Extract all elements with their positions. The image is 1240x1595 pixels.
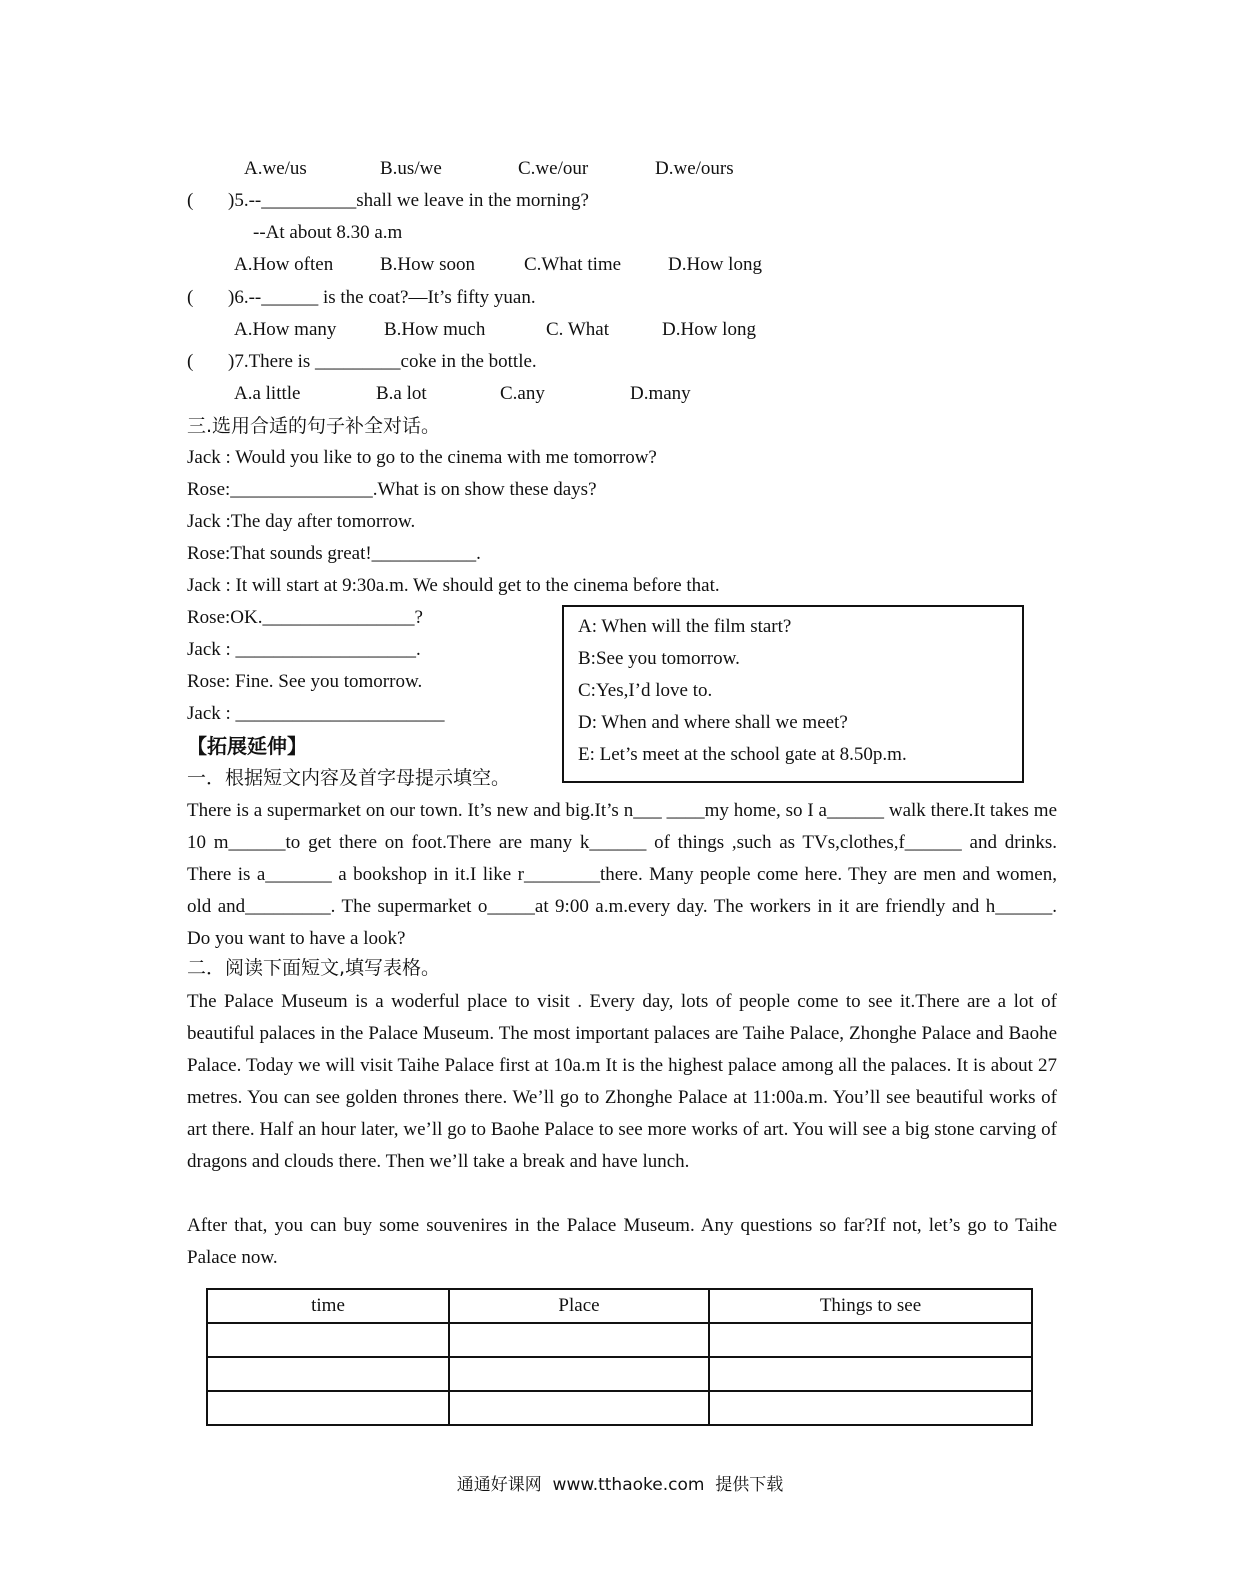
q6-option-d: D.How long: [662, 319, 756, 340]
page-footer: 通通好课网 www.tthaoke.com 提供下载: [456, 1475, 784, 1495]
box-option-e: E: Let’s meet at the school gate at 8.50p.m.: [578, 744, 907, 765]
dialogue-line-4: Rose:That sounds great!___________.: [187, 543, 481, 564]
q4-option-a: A.we/us: [244, 158, 307, 179]
dialogue-line-9: Jack : ______________________: [187, 703, 445, 724]
dialogue-line-7: Jack : ___________________.: [187, 639, 421, 660]
section3-title: 三.选用合适的句子补全对话。: [187, 415, 441, 437]
q6-option-a: A.How many: [234, 319, 337, 340]
header-things-to-see: Things to see: [709, 1289, 1032, 1323]
dialogue-line-5: Jack : It will start at 9:30a.m. We should get to the cinema before that.: [187, 575, 720, 596]
ext1-passage: There is a supermarket on our town. It’s new and big.It’s n___ ____my home, so I a______ walk there.It takes me 10 m______to get there on foot.There are many k______ of things ,such as TVs,clothes,f______ and drinks. There is a_______ a bookshop in it.I like r________there. Many people come here. They are men and women, old and_________. The supermarket o_____at 9:00 a.m.every day. The workers in it are friendly and h______. Do you want to have a look?: [187, 800, 1057, 949]
box-option-a: A: When will the film start?: [578, 616, 792, 637]
dialogue-line-8: Rose: Fine. See you tomorrow.: [187, 671, 423, 692]
q7-question: )7.There is _________coke in the bottle.: [228, 351, 537, 372]
q5-option-a: A.How often: [234, 254, 334, 275]
ext1-title: 一．根据短文内容及首字母提示填空。: [187, 767, 511, 789]
q5-paren: (: [187, 190, 194, 211]
table-cell[interactable]: [207, 1323, 449, 1357]
table-cell[interactable]: [709, 1357, 1032, 1391]
table-row: [207, 1357, 1032, 1391]
q7-option-c: C.any: [500, 383, 545, 404]
q4-option-d: D.we/ours: [655, 158, 734, 179]
ext2-title: 二．阅读下面短文,填写表格。: [187, 957, 441, 979]
header-place: Place: [449, 1289, 709, 1323]
q5-question: )5.--__________shall we leave in the morning?: [228, 190, 589, 211]
table-cell[interactable]: [709, 1323, 1032, 1357]
dialogue-line-6: Rose:OK.________________?: [187, 607, 423, 628]
q7-paren: (: [187, 351, 194, 372]
box-option-b: B:See you tomorrow.: [578, 648, 740, 669]
table-cell[interactable]: [449, 1323, 709, 1357]
header-time: time: [207, 1289, 449, 1323]
table-cell[interactable]: [449, 1391, 709, 1425]
q6-question: )6.--______ is the coat?—It’s fifty yuan.: [228, 287, 536, 308]
dialogue-line-2: Rose:_______________.What is on show these days?: [187, 479, 597, 500]
q7-option-d: D.many: [630, 383, 691, 404]
table-row: [207, 1391, 1032, 1425]
fill-in-table: [206, 1288, 1033, 1426]
dialogue-line-1: Jack : Would you like to go to the cinema with me tomorrow?: [187, 447, 657, 468]
answer-options-box: [562, 605, 1024, 783]
q7-option-a: A.a little: [234, 383, 301, 404]
table-cell[interactable]: [207, 1357, 449, 1391]
q6-option-c: C. What: [546, 319, 609, 340]
table-row: [207, 1323, 1032, 1357]
q4-option-c: C.we/our: [518, 158, 589, 179]
table-cell[interactable]: [207, 1391, 449, 1425]
dialogue-line-3: Jack :The day after tomorrow.: [187, 511, 416, 532]
q5-option-b: B.How soon: [380, 254, 476, 275]
table-cell[interactable]: [709, 1391, 1032, 1425]
q4-option-b: B.us/we: [380, 158, 442, 179]
q6-paren: (: [187, 287, 194, 308]
q7-option-b: B.a lot: [376, 383, 427, 404]
q5-option-d: D.How long: [668, 254, 762, 275]
q5-answer: --At about 8.30 a.m: [253, 222, 403, 243]
ext2-passage-1: The Palace Museum is a woderful place to visit . Every day, lots of people come to see it.There are a lot of beautiful palaces in the Palace Museum. The most important palaces are Taihe Palace, Zhonghe Palace and Baohe Palace. Today we will visit Taihe Palace first at 10a.m It is the highest palace among all the palaces. It is about 27 metres. You can see golden thrones there. We’ll go to Zhonghe Palace at 11:00a.m. You’ll see beautiful works of art there. Half an hour later, we’ll go to Baohe Palace to see more works of art. You will see a big stone carving of dragons and clouds there. Then we’ll take a break and have lunch.: [187, 991, 1057, 1172]
q6-option-b: B.How much: [384, 319, 486, 340]
ext2-passage-2: After that, you can buy some souvenires in the Palace Museum. Any questions so far?If not, let’s go to Taihe Palace now.: [187, 1215, 1057, 1268]
box-option-d: D: When and where shall we meet?: [578, 712, 848, 733]
box-option-c: C:Yes,I’d love to.: [578, 680, 713, 701]
table-header-row: [207, 1289, 1032, 1323]
table-cell[interactable]: [449, 1357, 709, 1391]
extension-heading: 【拓展延伸】: [187, 734, 307, 758]
q5-option-c: C.What time: [524, 254, 622, 275]
